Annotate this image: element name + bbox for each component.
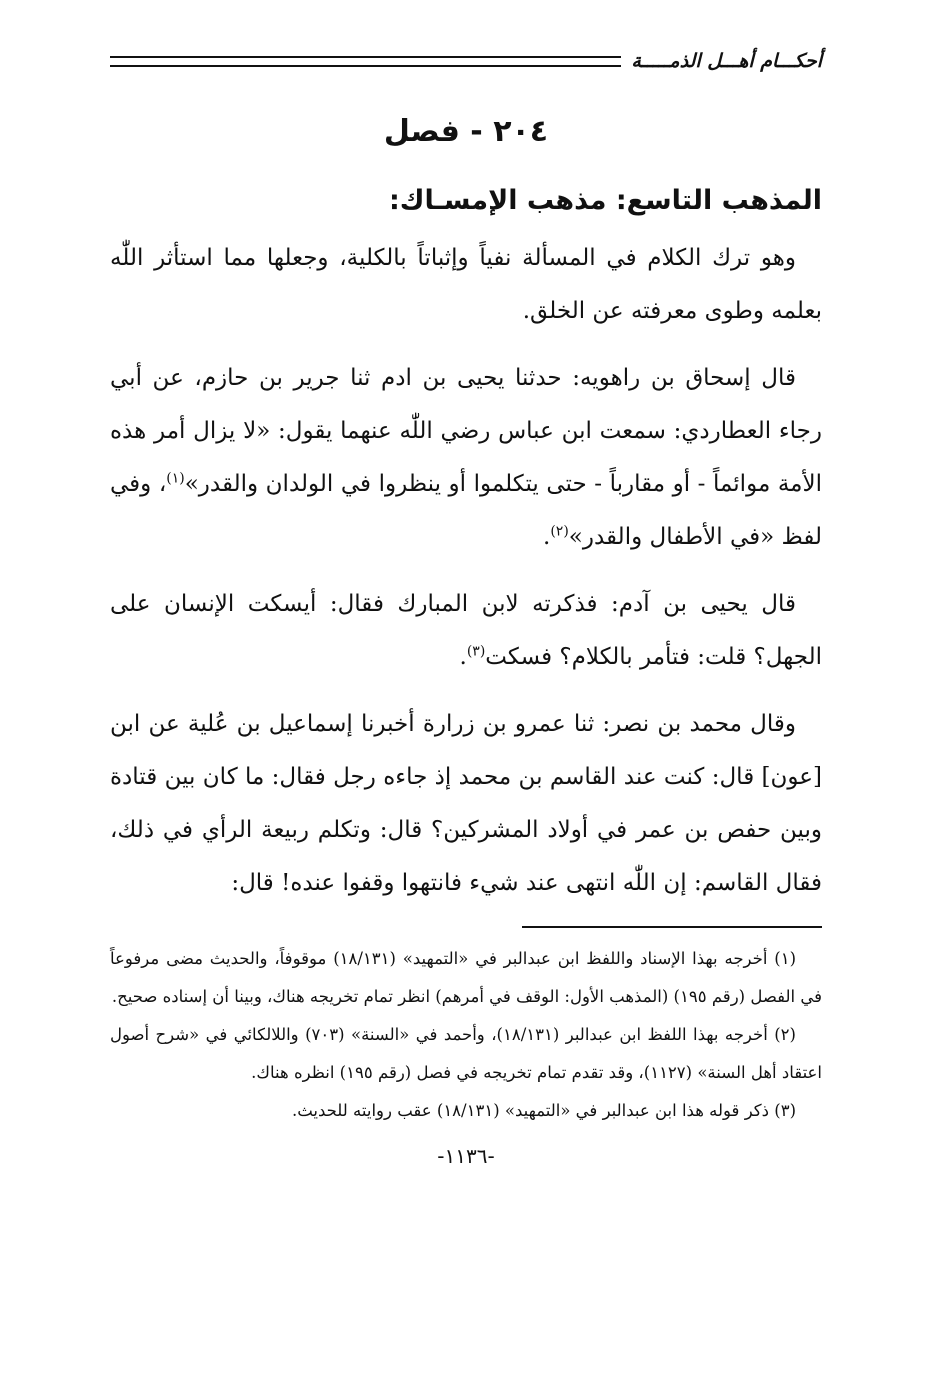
footnote-3: (٣) ذكر قوله هذا ابن عبدالبر في «التمهيد» (١٨/١٣١) عقب روايته للحديث. [291, 1101, 796, 1120]
paragraph-text: وقال محمد بن نصر: ثنا عمرو بن زرارة أخبرنا إسماعيل بن عُلية عن ابن [عون] قال: كنت عند القاسم بن محمد إذ جاءه رجل فقال: ما كان بين قتادة وبين حفص بن عمر في أولاد المشركين؟ قال: وتكلم ربيعة الرأي في ذلك، فقال القاسم: إن اللّٰه انتهى عند شيء فانتهوا وقفوا عنده! قال: [110, 711, 822, 896]
footnote-2: (٢) أخرجه بهذا اللفظ ابن عبدالبر (١٨/١٣١)، وأحمد في «السنة» (٧٠٣) واللالكائي في «شرح أصول اعتقاد أهل السنة» (١١٢٧)، وقد تقدم تمام تخريجه في فصل (رقم ١٩٥) انظره هناك. [110, 1025, 822, 1082]
book-page [110, 44, 822, 1168]
paragraph-text: ، وفي لفظ «في الأطفال والقدر» [110, 471, 822, 550]
chapter-title: ٢٠٤ - فصل [383, 114, 549, 149]
paragraph-1 [110, 232, 822, 338]
page-number: -١١٣٦- [437, 1144, 495, 1168]
paragraph-4 [110, 698, 822, 910]
footnote-separator [522, 926, 822, 928]
paragraph-text: . [543, 524, 551, 550]
paragraph-text: وهو ترك الكلام في المسألة نفياً وإثباتاً بالكلية، وجعلها مما استأثر اللّٰه بعلمه وطوى معرفته عن الخلق. [110, 245, 822, 324]
footnotes [110, 940, 822, 1130]
footnote-1: (١) أخرجه بهذا الإسناد واللفظ ابن عبدالبر في «التمهيد» (١٨/١٣١) موقوفاً، والحديث مضى مرفوعاً في الفصل (رقم ١٩٥) (المذهب الأول: الوقف في أمرهم) انظر تمام تخريجه هناك، وبينا أن إسناده صحيح. [110, 949, 822, 1006]
paragraph-text: . [459, 644, 467, 670]
header-double-rule [110, 56, 621, 67]
footnote-ref-2[interactable]: (٢) [550, 523, 569, 540]
paragraph-2 [110, 352, 822, 564]
paragraph-text: قال إسحاق بن راهويه: حدثنا يحيى بن ادم ثنا جرير بن حازم، عن أبي رجاء العطاردي: سمعت ابن عباس رضي اللّٰه عنهما يقول: «لا يزال أمر هذه الأمة موائماً - أو مقارباً - حتى يتكلموا أو ينظروا في الولدان والقدر» [110, 365, 822, 497]
footnote-ref-3[interactable]: (٣) [466, 643, 486, 660]
running-title: أحكـــام أهـــل الذمـــــة [631, 50, 822, 72]
section-heading: المذهب التاسع: مذهب الإمسـاك: [388, 185, 822, 216]
footnote-ref-1[interactable]: (١) [166, 470, 185, 487]
paragraph-3 [110, 578, 822, 684]
body-text [110, 232, 822, 910]
running-header [110, 44, 822, 78]
paragraph-text: قال يحيى بن آدم: فذكرته لابن المبارك فقال: أيسكت الإنسان على الجهل؟ قلت: فتأمر بالكلام؟ فسكت [110, 591, 822, 670]
